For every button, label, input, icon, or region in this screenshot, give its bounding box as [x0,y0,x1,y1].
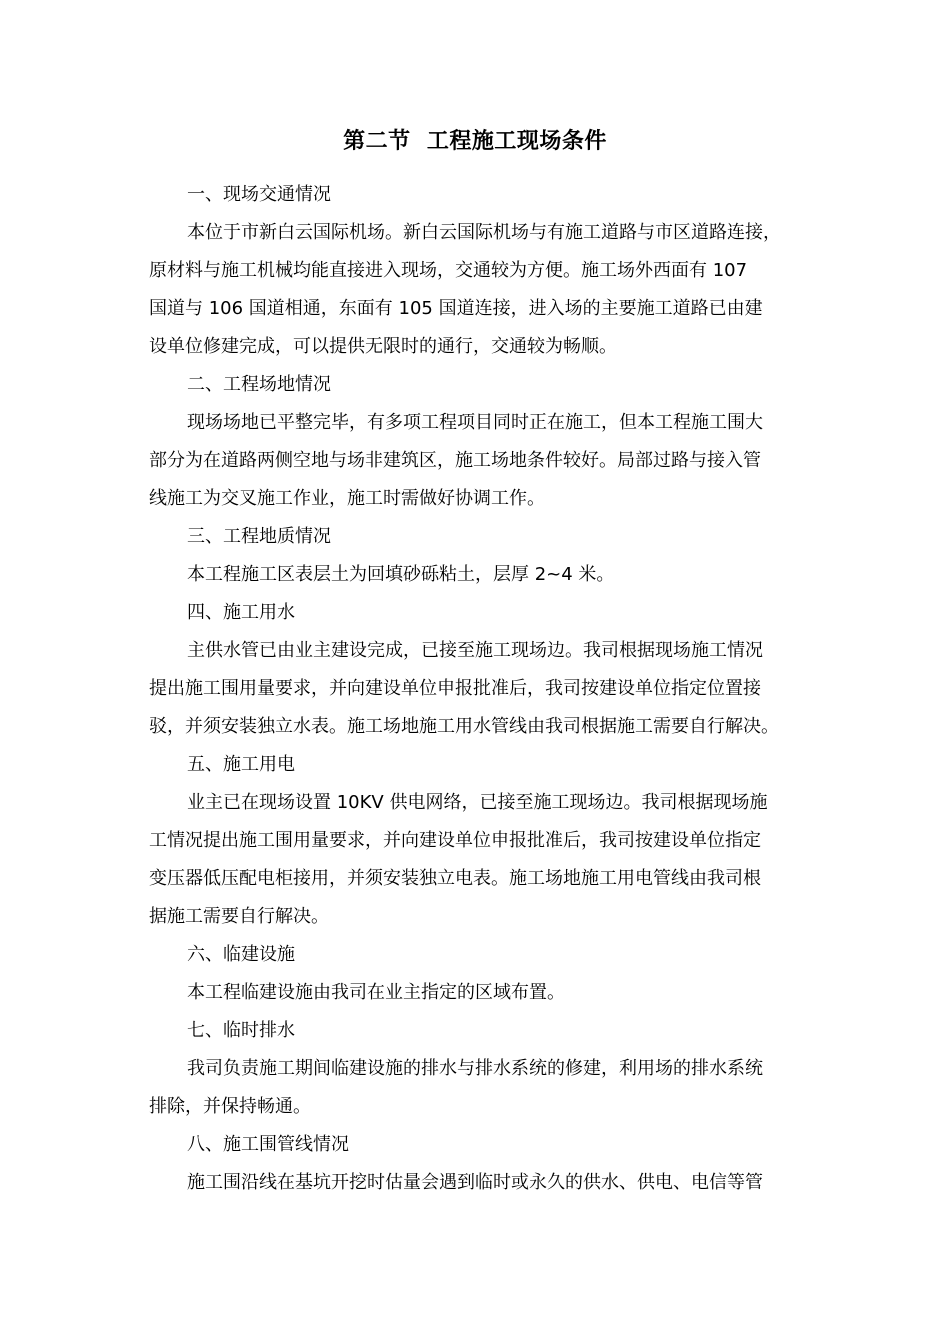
document-body [149,176,809,1202]
text-line: 五、施工用电 [187,754,295,775]
text-line: 本位于市新白云国际机场。新白云国际机场与有施工道路与市区道路连接， [187,222,781,243]
text-line: 部分为在道路两侧空地与场非建筑区，施工场地条件较好。局部过路与接入管 [149,450,761,471]
text-line: 主供水管已由业主建设完成，已接至施工现场边。我司根据现场施工情况 [187,640,763,661]
text-line: 线施工为交叉施工作业，施工时需做好协调工作。 [149,488,545,509]
text-line: 一、现场交通情况 [187,184,331,205]
text-line: 工情况提出施工围用量要求，并向建设单位申报批准后，我司按建设单位指定 [149,830,761,851]
text-line: 提出施工围用量要求，并向建设单位申报批准后，我司按建设单位指定位置接 [149,678,761,699]
text-line: 据施工需要自行解决。 [149,906,329,927]
text-line: 施工围沿线在基坑开挖时估量会遇到临时或永久的供水、供电、电信等管 [187,1172,763,1193]
text-line: 三、工程地质情况 [187,526,331,547]
text-line: 变压器低压配电柜接用，并须安装独立电表。施工场地施工用电管线由我司根 [149,868,761,889]
text-line: 国道与 106 国道相通，东面有 105 国道连接，进入场的主要施工道路已由建 [149,298,763,319]
text-line: 二、工程场地情况 [187,374,331,395]
text-line: 本工程临建设施由我司在业主指定的区域布置。 [187,982,565,1003]
text-line: 本工程施工区表层土为回填砂砾粘土，层厚 2~4 米。 [187,564,615,585]
text-line: 七、临时排水 [187,1020,295,1041]
text-line: 排除，并保持畅通。 [149,1096,311,1117]
text-line: 我司负责施工期间临建设施的排水与排水系统的修建，利用场的排水系统 [187,1058,763,1079]
text-line: 八、施工围管线情况 [187,1134,349,1155]
text-line: 设单位修建完成，可以提供无限时的通行，交通较为畅顺。 [149,336,617,357]
text-line: 六、临建设施 [187,944,295,965]
text-line: 业主已在现场设置 10KV 供电网络，已接至施工现场边。我司根据现场施 [187,792,768,813]
text-line: 原材料与施工机械均能直接进入现场，交通较为方便。施工场外西面有 107 [149,260,748,281]
text-line: 现场场地已平整完毕，有多项工程项目同时正在施工，但本工程施工围大 [187,412,763,433]
page-title: 第二节 工程施工现场条件 [343,129,607,154]
text-line: 驳，并须安装独立水表。施工场地施工用水管线由我司根据施工需要自行解决。 [149,716,779,737]
text-line: 四、施工用水 [187,602,295,623]
